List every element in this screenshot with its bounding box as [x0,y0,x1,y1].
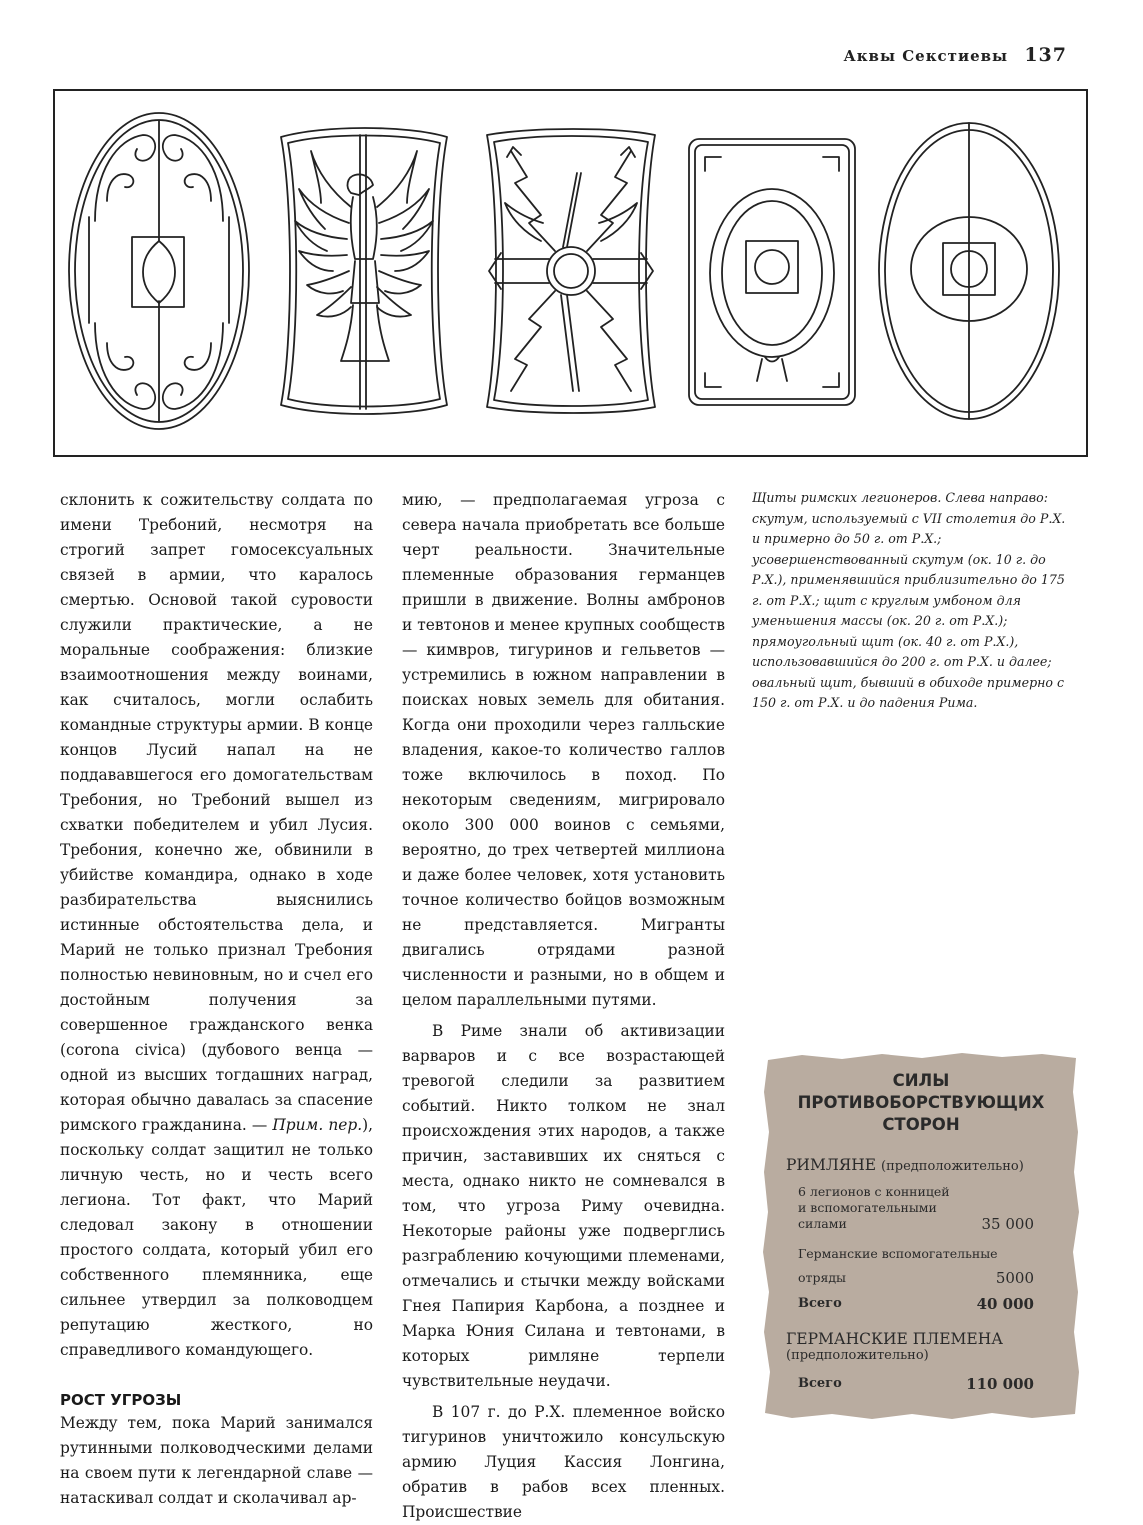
shields-figure [53,89,1088,457]
text-column-2 [402,488,725,1525]
body-paragraph: В Риме знали об активизации варваров и с все возрастающей тревогой следили за развитием событий. Никто толком не знал происхождения этих народов, а также причин, заставивших их сняться с места, однако никто не сомневался в том, что угроза Риму очевидна. Некоторые районы уже подверглись разграблению кочующими племенами, отмечались и стычки между войсками Гнея Папирия Карбона, а позднее и Марка Юния Силана и тевтонами, в которых римляне терпели чувствительные неудачи. [402,1022,725,1390]
legions-row [798,1184,1034,1232]
germans-label: ГЕРМАНСКИЕ ПЛЕМЕНА [786,1330,1003,1348]
running-header-title: Аквы Секстиевы [843,47,1009,65]
text-column-1 [60,488,373,1511]
germans-heading [786,1330,1003,1363]
oval-scutum-illustration [69,113,249,429]
legions-value: 35 000 [981,1215,1034,1233]
sidebar-title-line: СТОРОН [882,1115,960,1134]
body-paragraph: Между тем, пока Марий занимался рутинными полководческими делами на своем пути к легендарной славе — натаскивал солдат и сколачивал ар- [60,1414,373,1507]
running-header [843,44,1067,66]
translator-note: Прим. пер. [272,1116,363,1134]
wreath-scutum-illustration [689,139,855,405]
sidebar-title [762,1070,1080,1136]
auxiliaries-label: отряды [798,1270,846,1285]
body-paragraph: В 107 г. до Р.Х. племенное войско тигуринов уничтожило консульскую армию Луция Кассия Лонгина, обратив в рабов всех пленных. Происшествие [402,1403,725,1521]
legions-label: 6 легионов с конницей [798,1184,950,1199]
auxiliaries-label: Германские вспомогательные [798,1246,998,1261]
romans-total-row [798,1296,1034,1312]
section-heading: РОСТ УГРОЗЫ [60,1391,182,1409]
body-paragraph [60,488,373,1363]
figure-caption: Щиты римских легионеров. Слева направо: скутум, используемый с VII столетия до Р.Х. и примерно до 50 г. от Р.Х.; усовершенствованный скутум (ок. 10 г. до Р.Х.), применявшийся приблизительно до 175 г. от Р.Х.; щит с круглым умбоном для уменьшения массы (ок. 20 г. от Р.Х.); прямоугольный щит (ок. 40 г. от Р.Х.), использовавшийся до 200 г. от Р.Х. и далее; овальный щит, бывший в обиходе примерно с 150 г. от Р.Х. и до падения Рима. [752,490,1066,710]
page-number: 137 [1024,44,1067,66]
body-paragraph: мию, — предполагаемая угроза с севера начала приобретать все больше черт реальности. Значительные племенные образования германцев пришли в движение. Волны амбронов и тевтонов и менее крупных сообществ — кимвров, тигуринов и гельветов — устремились в южном направлении в поисках новых земель для обитания. Когда они проходили через галльские владения, какое-то количество галлов тоже включилось в поход. По некоторым сведениям, мигрировало около 300 000 воинов с семьями, вероятно, до трех четвертей миллиона и даже более человек, хотя установить точное количество бойцов возможным не представляется. Мигранты двигались отрядами разной численности и разными, но в общем и целом параллельными путями. [402,491,725,1009]
body-text: ), поскольку солдат защитил не только личную честь, но и честь всего легиона. Тот факт, что Марий следовал закону в отношении простого солдата, который убил его собственного племянника, еще сильнее утвердил за полководцем репутацию жесткого, но справедливого командующего. [60,1116,373,1359]
forces-sidebar [762,1052,1080,1420]
germans-total-label: Всего [798,1376,842,1391]
legions-label: и вспомогательными [798,1200,937,1215]
sidebar-title-line: СИЛЫ [892,1071,950,1090]
auxiliaries-row [798,1246,1034,1286]
romans-total-label: Всего [798,1296,842,1311]
sidebar-title-line: ПРОТИВОБОРСТВУЮЩИХ [797,1093,1045,1112]
auxiliaries-value: 5000 [995,1269,1034,1287]
thunderbolt-scutum-illustration [487,129,655,413]
romans-total-value: 40 000 [976,1295,1034,1313]
romans-note: (предположительно) [881,1159,1024,1174]
eagle-scutum-illustration [281,128,447,414]
germans-note: (предположительно) [786,1348,929,1363]
germans-total-row [798,1376,1034,1392]
romans-label: РИМЛЯНЕ [786,1156,877,1174]
oval-shield-illustration [879,123,1059,419]
romans-heading [786,1156,1024,1174]
body-text: склонить к сожительству солдата по имени Требоний, несмотря на строгий запрет гомосексуальных связей в армии, что каралось смертью. Основой такой суровости служили практические, а не моральные соображения: близкие взаимоотношения между воинами, как считалось, могли ослабить командные структуры армии. В конце концов Лусий напал на не поддававшегося его домогательствам Требония, но Требоний вышел из схватки победителем и убил Лусия. Требония, конечно же, обвинили в убийстве командира, однако в ходе разбирательства выяснились истинные обстоятельства дела, и Марий не только признал Требония полностью невиновным, но и счел его достойным получения за совершенное гражданского венка (corona civica) (дубового венца — одной из высших тогдашних наград, которая обычно давалась за спасение римского гражданина. — [60,491,373,1134]
legions-label: силами [798,1216,847,1231]
germans-total-value: 110 000 [966,1375,1034,1393]
